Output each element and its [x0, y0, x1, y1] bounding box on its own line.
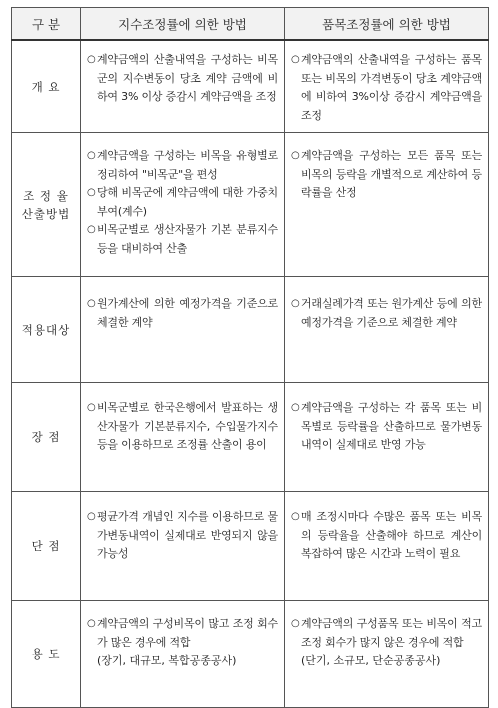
item-method-cell	[285, 601, 489, 708]
circle-bullet-icon: ○	[87, 618, 96, 629]
bullet-text: 매 조정시마다 수많은 품목 또는 비목의 등락율을 산출해야 하므로 계산이 복잡하여 많은 시간과 노력이 필요	[301, 510, 482, 560]
bullet-item	[87, 399, 278, 455]
header-item-method: 품목조정률에 의한 방법	[285, 8, 489, 41]
row-category	[12, 40, 81, 133]
bullet-item	[291, 295, 482, 332]
circle-bullet-icon: ○	[291, 150, 300, 161]
bullet-text: 계약금액의 산출내역을 구성하는 비목군의 지수변동이 당초 계약 금액에 비하여 3% 이상 증감시 계약금액을 조정	[97, 53, 278, 103]
bullet-text: 평균가격 개념인 지수를 이용하므로 물가변동내역이 실제대로 반영되지 않을 가능성	[97, 510, 278, 560]
bullet-item	[87, 221, 278, 258]
index-method-cell	[81, 277, 285, 383]
table-row	[12, 133, 489, 277]
bullet-item	[291, 508, 482, 564]
circle-bullet-icon: ○	[87, 224, 96, 235]
category-label: 단 점	[31, 539, 61, 553]
item-method-cell	[285, 492, 489, 601]
circle-bullet-icon: ○	[291, 402, 300, 413]
bullet-text: 거래실례가격 또는 원가계산 등에 의한 예정가격을 기준으로 체결한 계약	[301, 297, 482, 329]
bullet-text: 비목군별로 생산자물가 기본 분류지수 등을 대비하여 산출	[97, 223, 278, 255]
bullet-item	[87, 508, 278, 564]
category-label: 적용대상	[21, 322, 71, 337]
table-row	[12, 601, 489, 708]
bullet-text: 계약금액의 산출내역을 구성하는 품목 또는 비목의 가격변동이 당초 계약금액에 비하여 3%이상 증감시 계약금액을 조정	[301, 53, 482, 122]
bullet-text: 계약금액을 구성하는 비목을 유형별로 정리하여 "비목군"을 편성	[97, 149, 278, 181]
circle-bullet-icon: ○	[87, 54, 96, 65]
circle-bullet-icon: ○	[291, 298, 300, 309]
category-label: 용 도	[31, 647, 61, 661]
bullet-item	[291, 615, 482, 652]
circle-bullet-icon: ○	[291, 511, 300, 522]
bullet-text: 비목군별로 한국은행에서 발표하는 생산자물가 기본분류지수, 수입물가지수 등을 이용하므로 조정률 산출이 용이	[97, 401, 278, 451]
bullet-item	[291, 147, 482, 203]
table-row	[12, 40, 489, 133]
bullet-item	[87, 615, 278, 652]
category-label: 산출방법	[21, 206, 71, 221]
category-label: 개 요	[31, 79, 61, 94]
index-method-cell	[81, 601, 285, 708]
category-label: 장 점	[31, 430, 61, 444]
circle-bullet-icon: ○	[87, 511, 96, 522]
row-category	[12, 492, 81, 601]
category-label: 조 정 율	[23, 188, 69, 203]
bullet-item	[87, 51, 278, 107]
item-method-cell	[285, 133, 489, 277]
note-text: (단기, 소규모, 단순공종공사)	[301, 654, 441, 667]
bullet-text: 계약금액을 구성하는 각 품목 또는 비목별로 등락률을 산출하므로 물가변동내역이 실제대로 반영 가능	[301, 401, 482, 451]
note-text: (장기, 대규모, 복합공종공사)	[97, 654, 237, 667]
row-category	[12, 383, 81, 492]
bullet-item	[87, 147, 278, 184]
row-category	[12, 601, 81, 708]
table-row	[12, 492, 489, 601]
circle-bullet-icon: ○	[87, 150, 96, 161]
header-index-method: 지수조정률에 의한 방법	[81, 8, 285, 41]
bullet-item	[87, 295, 278, 332]
row-category	[12, 133, 81, 277]
header-category: 구 분	[12, 8, 81, 41]
bullet-item	[87, 184, 278, 221]
bullet-text: 원가계산에 의한 예정가격을 기준으로 체결한 계약	[97, 297, 278, 329]
index-method-cell	[81, 492, 285, 601]
bullet-text: 당해 비목군에 계약금액에 대한 가중치 부여(계수)	[97, 186, 278, 218]
bullet-text: 계약금액을 구성하는 모든 품목 또는 비목의 등락을 개별적으로 계산하여 등락률을 산정	[301, 149, 482, 199]
bullet-item	[291, 399, 482, 455]
item-method-cell	[285, 40, 489, 133]
circle-bullet-icon: ○	[87, 298, 96, 309]
bullet-text: 계약금액의 구성품목 또는 비목이 적고 조정 회수가 많지 않은 경우에 적합	[301, 617, 482, 649]
index-method-cell	[81, 40, 285, 133]
circle-bullet-icon: ○	[291, 54, 300, 65]
index-method-cell	[81, 133, 285, 277]
table-row	[12, 383, 489, 492]
item-method-cell	[285, 383, 489, 492]
circle-bullet-icon: ○	[87, 187, 96, 198]
table-row	[12, 277, 489, 383]
bullet-text: 계약금액의 구성비목이 많고 조정 회수가 많은 경우에 적합	[97, 617, 278, 649]
circle-bullet-icon: ○	[291, 618, 300, 629]
header-row	[12, 8, 489, 41]
item-method-cell	[285, 277, 489, 383]
row-category	[12, 277, 81, 383]
circle-bullet-icon: ○	[87, 402, 96, 413]
index-method-cell	[81, 383, 285, 492]
comparison-table	[11, 7, 489, 708]
bullet-item	[291, 51, 482, 125]
